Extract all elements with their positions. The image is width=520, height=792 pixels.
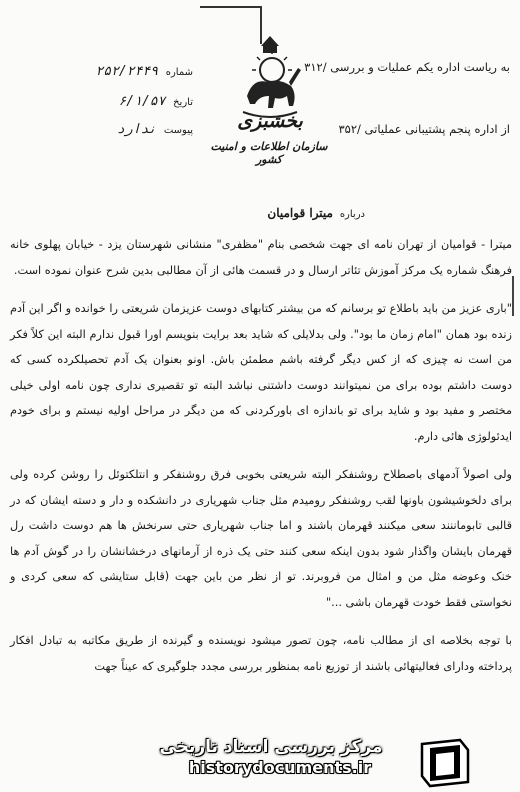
watermark-title: مرکز بررسی اسناد تاریخی [159,737,383,757]
subject-line [267,206,365,220]
recipient-line: به ریاست اداره یکم عملیات و بررسی /۳۱۲ [304,60,510,74]
body-paragraph-conclusion: با توجه بخلاصه ای از مطالب نامه، چون تصور میشود نویسنده و گیرنده از طریق مکاتبه به تبادل افکار پرداخته ودارای فعالیتهائی باشند از توزیع نامه بمنظور بررسی مجدد جلوگیری که عیناً جهت [10,634,512,673]
document-number [18,64,193,79]
date-label: تاریخ [173,97,193,108]
number-value: ۲۵۲/۲۴۴۹ [95,64,159,79]
document-date [18,94,193,109]
body-paragraph-quote-2: ولی اصولاً آدمهای باصطلاح روشنفکر البته شریعتی بخوبی فرق روشنفکر و انتلکتوئل را روشن کرده ولی برای دلخوشیشون باونها لقب روشنفکر رومیدم مثل جناب شهریاری در دانشکده و دار و دسته ایشان که در قالبی تابوماننند سعی میکنند قهرمان باشند و اما جناب شهریاری حتی سرنخش ها هم دوست داشت رل قهرمان بایشان واگذار شود بدون اینکه سعی کنند حتی یک ذره از آرمانهای درخشانشان را در گوش آدم ها خنک وعوضه مثل من و امثال من فروبرند. تو از نظر من باین جهت (قابل ستایشی که سعی کردی و نخواستی فقط خودت قهرمان باشی ..." [10,468,512,609]
margin-bracket-mark [512,276,520,316]
document-attachment [18,122,193,137]
letter-body [10,232,512,679]
agency-subtitle: سازمان اطلاعات و امنیت کشور [210,140,328,166]
attachment-label: پیوست [163,125,193,136]
attachment-value: ندارد [117,122,157,137]
subject-value: میترا قوامیان [267,206,333,220]
body-paragraph-quote-1: "باری عزیز من باید باطلاع تو برسانم که من بیشتر کتابهای دوست عزیزمان شریعتی را خوانده و اگر این آدم زنده بود همان "امام زمان ما بود". ولی بدلایلی که شاید بعد برایت بنویسم اورا قبول ندارم البته این کلاً فکر من است نه چیزی که از کس دیگر گرفته باشم مطمئن باش. اونو بعنوان یک آدم تحصیلکرده کسی که دوست داشتم بوده برای من نمیتوانند دوست داشتنی نباشد البته تو تقصیری نداری چون نامه اولی خیلی مختصر و مفید بود و شاید برای تو باندازه ای باورکردنی که من دیگر در مراحل اولیه نیستم و برای خودم ایدئولوژی هائی دارم. [10,302,512,443]
subject-label: درباره [339,209,365,220]
body-paragraph-intro: میترا - قوامیان از تهران نامه ای جهت شخصی بنام "مظفری" منشانی شهرستان یزد - خیابان پهلوی خانه فرهنگ شماره یک مرکز آموزش تئاتر ارسال و در قسمت هائی از آن مطالبی بدین شرح عنوان نموده است. [10,238,512,277]
date-value: ۶/۱/۵۷ [118,94,166,109]
agency-title: بخشبزی [237,110,303,132]
archive-logo-icon [416,736,474,788]
sender-line: از اداره پنجم پشتیبانی عملیاتی /۳۵۲ [338,122,510,136]
number-label: شماره [165,67,193,78]
watermark-url: historydocuments.ir [188,758,372,777]
